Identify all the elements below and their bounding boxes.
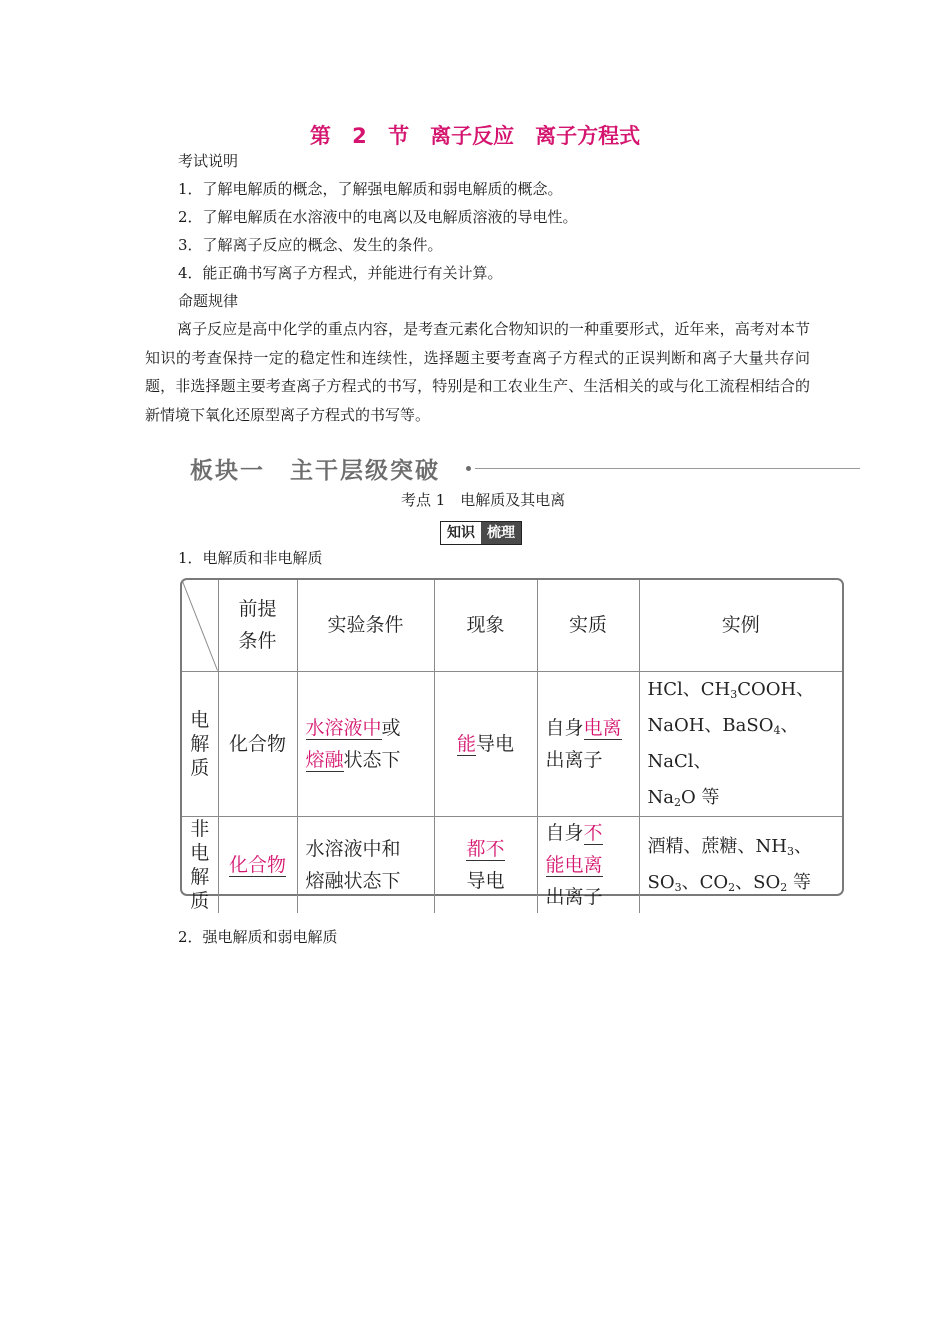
- exam-item: 2．了解电解质在水溶液中的电离以及电解质溶液的导电性。: [178, 208, 578, 226]
- page-title: 第 2 节 离子反应 离子方程式: [309, 124, 641, 148]
- electrolyte-table: [180, 578, 844, 912]
- table-row-electrolyte: [182, 671, 842, 816]
- header-phenomenon: 现象: [434, 580, 537, 671]
- example-line: [648, 708, 835, 780]
- diagonal-line: [182, 580, 218, 671]
- formula-text: O 等: [680, 786, 720, 808]
- example-cell: [639, 671, 842, 816]
- exam-heading: 考试说明: [178, 152, 239, 170]
- rule-heading: 命题规律: [178, 292, 239, 310]
- badge-right: 梳理: [481, 522, 521, 544]
- blank-fill: 能: [456, 732, 476, 755]
- premise-cell: 化合物: [218, 671, 297, 816]
- phenomenon-cell: [434, 816, 537, 913]
- cell-text: 导电: [466, 869, 505, 892]
- rule-paragraph: 离子反应是高中化学的重点内容，是考查元素化合物知识的一种重要形式，近年来，高考对本节知识的考查保持一定的稳定性和连续性，选择题主要考查离子方程式的正误判断和离子大量共存问题，非选择题主要考查离子方程式的书写，特别是和工农业生产、生活相关的或与化工流程相结合的新情境下氧化还原型离子方程式的书写等。: [145, 320, 810, 424]
- blank-fill: 化合物: [228, 853, 286, 876]
- cell-text: 熔融状态下: [305, 869, 401, 892]
- cell-text: 状态下: [343, 748, 401, 771]
- subscript: 4: [773, 723, 781, 737]
- header-example: 实例: [639, 580, 842, 671]
- header-premise-line: 条件: [238, 630, 277, 653]
- cell-text: 自身: [545, 716, 584, 739]
- subscript: 2: [673, 795, 681, 809]
- formula-text: 、: [793, 835, 812, 857]
- blank-fill: 不: [583, 821, 603, 844]
- formula-text: 、SO: [735, 871, 781, 893]
- formula-text: COOH、: [737, 678, 815, 700]
- row-label-char: 电: [190, 841, 210, 864]
- premise-cell: [218, 816, 297, 913]
- row-label-char: 电: [190, 708, 210, 731]
- section-divider: [475, 468, 860, 469]
- row-label-nonelectrolyte: [182, 816, 218, 913]
- section-title: 板块一 主干层级突破: [190, 458, 440, 484]
- exam-item: 4．能正确书写离子方程式，并能进行有关计算。: [178, 264, 503, 282]
- cell-text: 出离子: [545, 885, 603, 908]
- formula-text: HCl、CH: [647, 678, 731, 700]
- kaodian-heading: 考点 1 电解质及其电离: [401, 491, 566, 509]
- example-cell: [639, 816, 842, 913]
- blank-fill: 电离: [583, 716, 622, 739]
- row-label-electrolyte: [182, 671, 218, 816]
- row-label-char: 解: [190, 732, 210, 755]
- header-essence: 实质: [537, 580, 639, 671]
- phenomenon-cell: [434, 671, 537, 816]
- condition-cell: [297, 816, 434, 913]
- badge-left: 知识: [441, 522, 481, 544]
- subscript: 3: [674, 880, 682, 894]
- formula-text: SO: [647, 871, 675, 893]
- table-header-row: [182, 580, 842, 671]
- header-condition: 实验条件: [297, 580, 434, 671]
- section-header: [190, 452, 860, 486]
- table-row-nonelectrolyte: [182, 816, 842, 913]
- cell-text: 出离子: [545, 748, 603, 771]
- cell-text: 或: [381, 716, 401, 739]
- subscript: 2: [728, 880, 736, 894]
- exam-item: 1．了解电解质的概念，了解强电解质和弱电解质的概念。: [178, 180, 563, 198]
- row-label-char: 非: [190, 817, 210, 840]
- formula-text: 等: [787, 871, 811, 893]
- row-label-char: 质: [190, 756, 210, 779]
- example-line: [648, 829, 835, 865]
- cell-text: 水溶液中和: [305, 837, 401, 860]
- section-bullet: [466, 466, 471, 471]
- blank-fill: 水溶液中: [305, 716, 382, 739]
- corner-cell: [182, 580, 218, 671]
- subscript: 3: [730, 687, 738, 701]
- formula-text: Na: [647, 786, 674, 808]
- cell-text: 自身: [545, 821, 584, 844]
- blank-fill: 能电离: [545, 853, 603, 876]
- blank-fill: 熔融: [305, 748, 344, 771]
- blank-fill: 都不: [466, 837, 505, 860]
- cell-text: 导电: [476, 732, 515, 755]
- subsection-1: 1．电解质和非电解质: [178, 549, 323, 567]
- header-premise: [218, 580, 297, 671]
- exam-item: 3．了解离子反应的概念、发生的条件。: [178, 236, 443, 254]
- header-premise-line: 前提: [238, 598, 277, 621]
- knowledge-badge: [440, 521, 522, 545]
- essence-cell: [537, 816, 639, 913]
- subsection-2: 2．强电解质和弱电解质: [178, 928, 338, 946]
- example-line: [648, 780, 835, 816]
- formula-text: NaOH、BaSO: [647, 714, 774, 736]
- formula-text: 、NaCl、: [647, 714, 799, 772]
- subscript: 3: [786, 844, 794, 858]
- condition-cell: [297, 671, 434, 816]
- example-line: [648, 672, 835, 708]
- formula-text: 、CO: [681, 871, 729, 893]
- row-label-char: 质: [190, 889, 210, 912]
- essence-cell: [537, 671, 639, 816]
- row-label-char: 解: [190, 865, 210, 888]
- subscript: 2: [780, 880, 788, 894]
- formula-text: 酒精、蔗糖、NH: [647, 835, 787, 857]
- example-line: [648, 865, 835, 901]
